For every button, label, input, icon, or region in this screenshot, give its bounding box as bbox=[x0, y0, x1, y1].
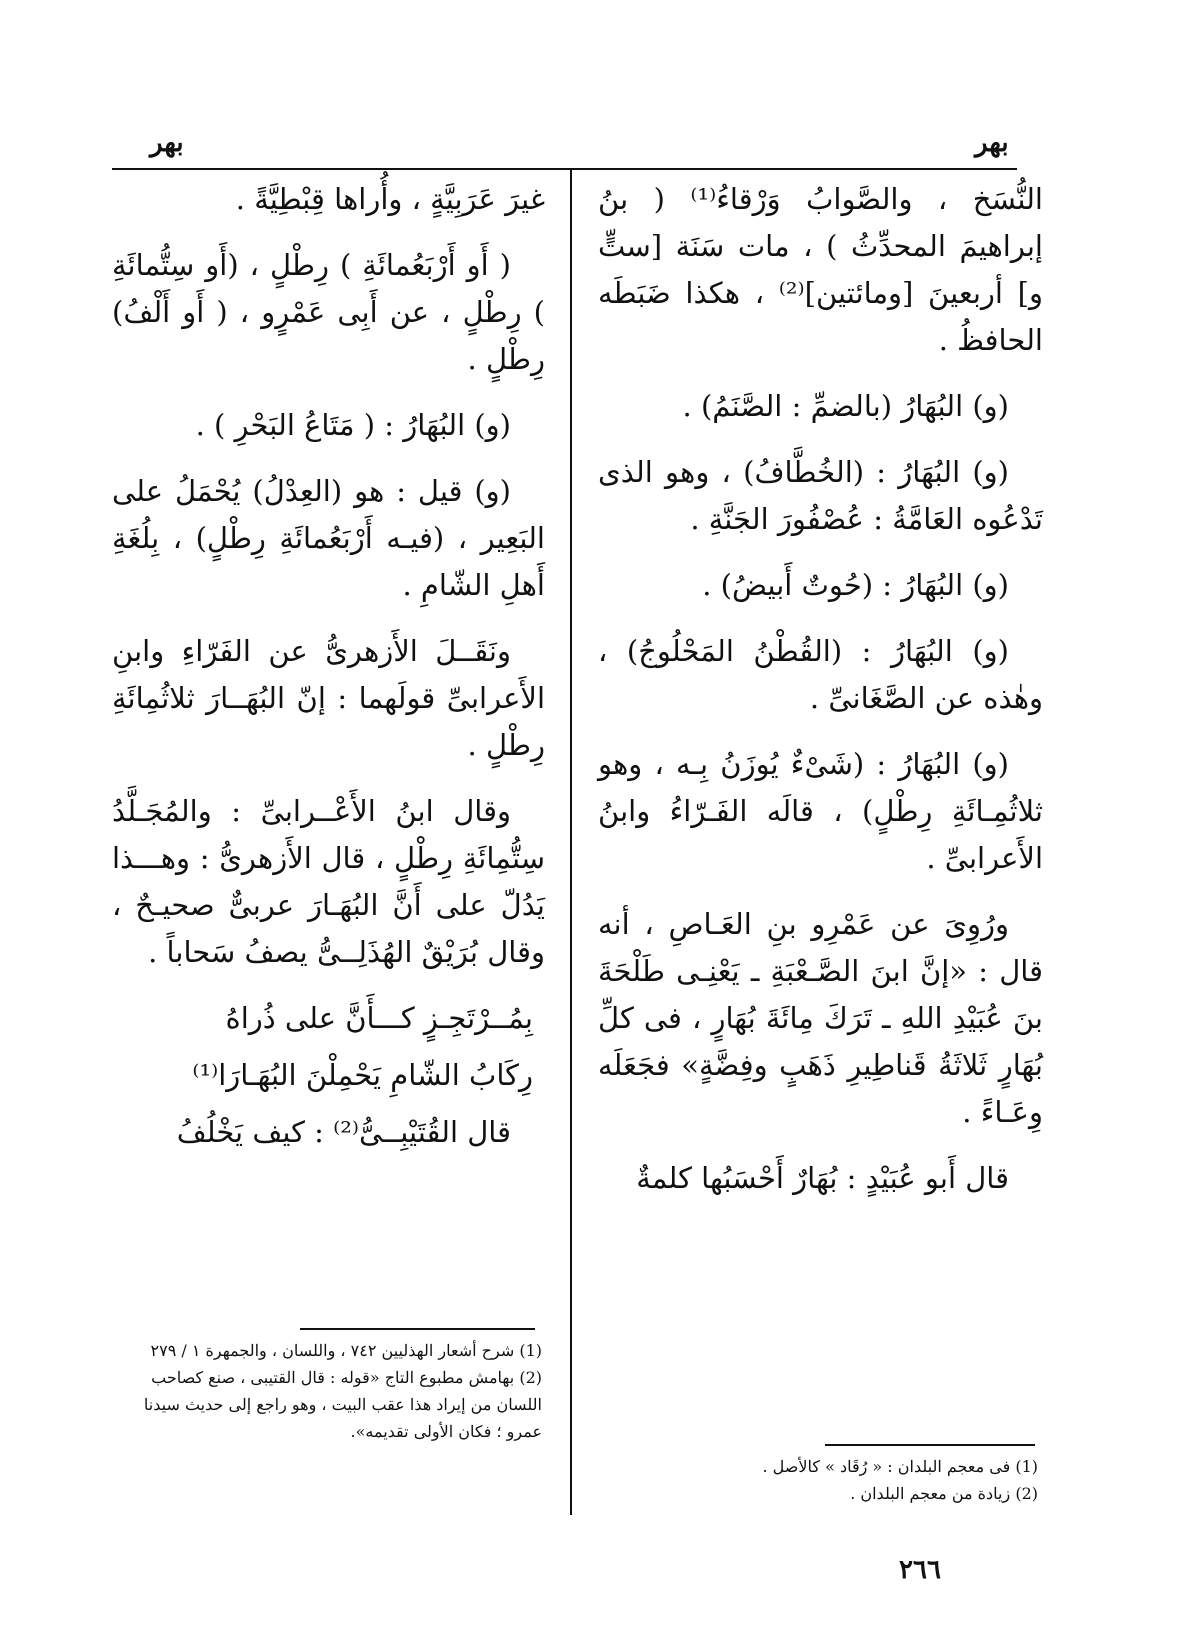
footnote: (1) شرح أشعار الهذليين ٧٤٢ ، واللسان ، والجمهرة ١ / ٢٧٩ bbox=[150, 1341, 542, 1360]
entry-paragraph: ونَقَــلَ الأَزهرىُّ عن الفَرّاءِ وابنِ الأَعرابىِّ قولَهما : إنّ البُهَــارَ ثلاثُمِائَةِ رِطْلٍ . bbox=[112, 634, 545, 762]
verse-line: بِمُــرْتَجِـزٍ كـــأَنَّ على ذُراهُ bbox=[225, 1001, 533, 1035]
running-header-left: بهر bbox=[150, 128, 184, 158]
entry-paragraph: ورُوِىَ عن عَمْرِو بنِ العَـاصِ ، أنه قال : «إنَّ ابنَ الصَّـعْبَةِ ـ يَعْنِـى طَلْحَةَ بنَ عُبَيْدِ اللهِ ـ تَرَكَ مِائَةَ بُهَارٍ ، فى كلِّ بُهَارٍ ثَلاثَةُ قَناطِيرِ ذَهَبٍ وفِضَّةٍ» فجَعَلَه وِعَـاءً . bbox=[598, 907, 1043, 1129]
entry-paragraph: ( أَو أَرْبَعُمائَةِ ) رِطْلٍ ، (أَو سِتُّمائَةِ ) رِطْلٍ ، عن أَبِى عَمْرٍو ، ( أَو أَلْفُ) رِطْلٍ . bbox=[112, 248, 545, 376]
entry-paragraph: وقال ابنُ الأَعْــرابىِّ : والمُجَـلَّدُ سِتُّمِائَةِ رِطْلٍ ، قال الأَزهرىُّ : وهـــذا يَدُلّ على أَنَّ البُهَـارَ عربىٌّ صحيـحٌ ، وقال بُرَيْقٌ الهُذَلِــىُّ يصفُ سَحاباً . bbox=[112, 794, 545, 969]
entry-paragraph: (و) البُهَارُ : ( مَتَاعُ البَحْرِ ) . bbox=[195, 408, 511, 442]
entry-paragraph: غيرَ عَرَبِيَّةٍ ، وأُراها قِبْطِيَّةً . bbox=[235, 182, 545, 216]
footnote-rule-left bbox=[300, 1328, 535, 1330]
entry-paragraph: قال أَبو عُبَيْدٍ : بُهَارٌ أَحْسَبُها كلمةٌ bbox=[636, 1161, 1009, 1195]
footnote: (2) زيادة من معجم البلدان . bbox=[850, 1484, 1038, 1503]
entry-paragraph: قال القُتَيْبِــىُّ⁽²⁾ : كيف يَخْلُفُ bbox=[176, 1115, 511, 1149]
left-column bbox=[112, 176, 545, 1175]
right-column bbox=[598, 176, 1043, 1221]
entry-paragraph: النُّسَخ ، والصَّوابُ وَرْقاءُ⁽¹⁾ ( بنُ إبراهيمَ المحدِّثُ ) ، مات سَنَة [ستٍّ و] أربعينَ [ومائتين]⁽²⁾ ، هكذا ضَبَطَه الحافظُ . bbox=[598, 182, 1043, 357]
entry-paragraph: (و) قيل : هو (العِدْلُ) يُحْمَلُ على البَعِير ، (فيـه أَرْبَعُمائَةِ رِطْلٍ) ، بِلُغَةِ أَهلِ الشّامِ . bbox=[112, 474, 545, 602]
entry-paragraph: (و) البُهَارُ : (الخُطَّافُ) ، وهو الذى تَدْعُوه العَامَّةُ : عُصْفُورَ الجَنَّةِ . bbox=[598, 455, 1043, 536]
entry-paragraph: (و) البُهَارُ : (شَىْءٌ يُوزَنُ بِـه ، وهو ثلاثُمِـائَةِ رِطْلٍ) ، قالَه الفَـرّاءُ وابنُ الأَعرابىِّ . bbox=[598, 747, 1043, 875]
column-divider bbox=[570, 170, 572, 1515]
running-header-right: بهر bbox=[975, 128, 1009, 158]
footnotes-left bbox=[112, 1337, 542, 1445]
verse-line: رِكَابُ الشّامِ يَحْمِلْنَ البُهَـارَا⁽¹⁾ bbox=[192, 1058, 533, 1092]
footnotes-right bbox=[598, 1453, 1038, 1507]
entry-paragraph: (و) البُهَارُ : (حُوتٌ أَبيضُ) . bbox=[702, 568, 1009, 602]
entry-paragraph: (و) البُهَارُ (بالضمِّ : الصَّنَمُ) . bbox=[682, 389, 1009, 423]
page-number: ٢٦٦ bbox=[899, 1555, 941, 1585]
entry-paragraph: (و) البُهَارُ : (القُطْنُ المَحْلُوجُ) ، وهٰذه عن الصَّغَانىِّ . bbox=[598, 634, 1043, 715]
footnote: (1) فى معجم البلدان : « رُقَاد » كالأصل . bbox=[762, 1457, 1038, 1476]
footnote: (2) بهامش مطبوع التاج «قوله : قال القتيبى ، صنع كصاحب اللسان من إيراد هذا عقب البيت ، وهو راجع إلى حديث سيدنا عمرو ؛ فكان الأولى تقديمه». bbox=[143, 1368, 542, 1441]
header-rule bbox=[112, 168, 1017, 170]
footnote-rule-right bbox=[825, 1444, 1035, 1446]
